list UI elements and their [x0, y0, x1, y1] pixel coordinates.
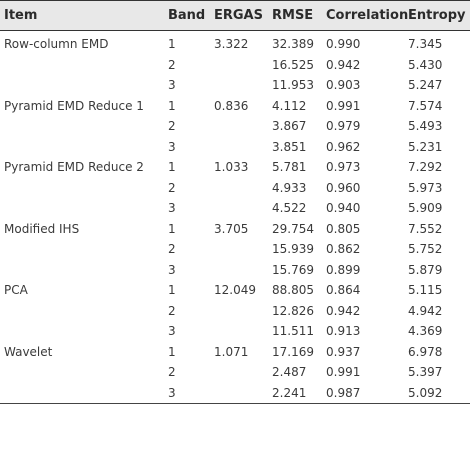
cell-band: 3 [168, 201, 176, 216]
cell-band: 1 [168, 37, 176, 52]
cell-band: 2 [168, 242, 176, 257]
cell-rmse: 12.826 [272, 303, 314, 318]
cell-item [0, 301, 164, 322]
table-row [0, 198, 470, 219]
cell-item [0, 75, 164, 96]
cell-band: 2 [168, 303, 176, 318]
cell-entropy: 7.345 [408, 37, 443, 52]
cell-entropy: 5.430 [408, 57, 443, 72]
cell-item: Pyramid EMD Reduce 2 [4, 160, 144, 175]
cell-entropy: 5.092 [404, 383, 470, 404]
table-row [0, 239, 470, 260]
cell-entropy: 5.397 [408, 365, 443, 380]
cell-item [0, 383, 164, 404]
cell-rmse: 11.511 [272, 324, 314, 339]
header-rmse: RMSE [268, 1, 322, 31]
cell-entropy: 4.369 [408, 324, 443, 339]
table-row [0, 260, 470, 281]
cell-ergas [210, 239, 268, 260]
header-ergas: ERGAS [210, 1, 268, 31]
cell-ergas: 1.071 [214, 344, 249, 359]
table-row [0, 178, 470, 199]
cell-entropy: 5.493 [408, 119, 443, 134]
header-correlation: Correlation [322, 1, 404, 31]
cell-rmse: 3.867 [272, 119, 307, 134]
cell-rmse: 11.953 [272, 78, 314, 93]
table-row [0, 55, 470, 76]
table-row [0, 75, 470, 96]
cell-ergas [210, 260, 268, 281]
cell-correlation: 0.940 [326, 201, 361, 216]
cell-rmse: 4.112 [272, 98, 307, 113]
cell-correlation: 0.942 [326, 57, 361, 72]
table-row [0, 137, 470, 158]
cell-ergas: 0.836 [214, 98, 249, 113]
cell-ergas [210, 137, 268, 158]
cell-rmse: 88.805 [272, 283, 314, 298]
cell-ergas: 3.705 [214, 221, 249, 236]
cell-entropy: 5.231 [408, 139, 443, 154]
cell-correlation: 0.960 [326, 180, 361, 195]
cell-correlation: 0.937 [326, 344, 361, 359]
cell-rmse: 16.525 [272, 57, 314, 72]
header-entropy: Entropy [404, 1, 470, 31]
cell-ergas [210, 116, 268, 137]
table-row [0, 116, 470, 137]
table-row [0, 280, 470, 301]
cell-item [0, 116, 164, 137]
cell-ergas [210, 383, 268, 404]
cell-band: 3 [168, 139, 176, 154]
cell-item [0, 260, 164, 281]
cell-ergas [210, 75, 268, 96]
cell-band: 1 [168, 344, 176, 359]
table-row [0, 321, 470, 342]
cell-entropy: 5.115 [408, 283, 443, 298]
cell-item [0, 55, 164, 76]
cell-correlation: 0.903 [326, 78, 361, 93]
table-row [0, 301, 470, 322]
table-row [0, 157, 470, 178]
cell-correlation: 0.864 [326, 283, 361, 298]
cell-rmse: 3.851 [272, 139, 307, 154]
cell-band: 2 [168, 57, 176, 72]
cell-item: Pyramid EMD Reduce 1 [4, 98, 144, 113]
cell-correlation: 0.987 [322, 383, 404, 404]
cell-entropy: 5.752 [408, 242, 443, 257]
cell-rmse: 4.933 [272, 180, 307, 195]
table-row [0, 362, 470, 383]
cell-correlation: 0.899 [326, 262, 361, 277]
cell-correlation: 0.805 [326, 221, 361, 236]
cell-rmse: 4.522 [272, 201, 307, 216]
cell-entropy: 5.973 [408, 180, 443, 195]
cell-band: 1 [168, 98, 176, 113]
cell-band: 2 [168, 180, 176, 195]
cell-item: PCA [4, 283, 28, 298]
table-row [0, 383, 470, 404]
cell-band: 3 [168, 262, 176, 277]
cell-ergas [210, 55, 268, 76]
cell-item: Modified IHS [4, 221, 80, 236]
cell-rmse: 2.487 [272, 365, 307, 380]
cell-correlation: 0.991 [326, 98, 361, 113]
cell-item [0, 178, 164, 199]
cell-ergas: 3.322 [214, 37, 249, 52]
cell-item [0, 137, 164, 158]
cell-ergas [210, 301, 268, 322]
cell-ergas [210, 362, 268, 383]
cell-correlation: 0.942 [326, 303, 361, 318]
table-row [0, 31, 470, 55]
cell-entropy: 7.574 [408, 98, 443, 113]
cell-item [0, 362, 164, 383]
cell-band: 2 [168, 365, 176, 380]
cell-correlation: 0.973 [326, 160, 361, 175]
cell-rmse: 32.389 [272, 37, 314, 52]
cell-ergas: 12.049 [214, 283, 256, 298]
cell-correlation: 0.990 [326, 37, 361, 52]
cell-entropy: 5.879 [408, 262, 443, 277]
header-item: Item [0, 1, 164, 31]
cell-correlation: 0.913 [326, 324, 361, 339]
cell-correlation: 0.862 [326, 242, 361, 257]
cell-entropy: 6.978 [408, 344, 443, 359]
header-row [0, 1, 470, 31]
table-header [0, 1, 470, 31]
cell-entropy: 5.909 [408, 201, 443, 216]
cell-entropy: 5.247 [408, 78, 443, 93]
cell-correlation: 0.962 [326, 139, 361, 154]
cell-ergas: 1.033 [214, 160, 249, 175]
cell-rmse: 5.781 [272, 160, 307, 175]
cell-rmse: 15.769 [272, 262, 314, 277]
table-row [0, 342, 470, 363]
cell-entropy: 7.292 [408, 160, 443, 175]
cell-ergas [210, 178, 268, 199]
cell-band: 3 [168, 78, 176, 93]
cell-band: 1 [168, 283, 176, 298]
cell-ergas [210, 321, 268, 342]
cell-band: 3 [168, 324, 176, 339]
cell-item: Wavelet [4, 344, 53, 359]
cell-ergas [210, 198, 268, 219]
cell-rmse: 15.939 [272, 242, 314, 257]
cell-item [0, 321, 164, 342]
cell-correlation: 0.991 [326, 365, 361, 380]
cell-entropy: 7.552 [408, 221, 443, 236]
cell-band: 2 [168, 119, 176, 134]
cell-correlation: 0.979 [326, 119, 361, 134]
header-band: Band [164, 1, 210, 31]
cell-entropy: 4.942 [408, 303, 443, 318]
table-body [0, 31, 470, 404]
cell-band: 1 [168, 221, 176, 236]
cell-item: Row-column EMD [4, 37, 109, 52]
cell-item [0, 239, 164, 260]
cell-rmse: 17.169 [272, 344, 314, 359]
table-row [0, 96, 470, 117]
cell-rmse: 29.754 [272, 221, 314, 236]
cell-item [0, 198, 164, 219]
cell-band: 3 [164, 383, 210, 404]
cell-rmse: 2.241 [268, 383, 322, 404]
table-row [0, 219, 470, 240]
cell-band: 1 [168, 160, 176, 175]
